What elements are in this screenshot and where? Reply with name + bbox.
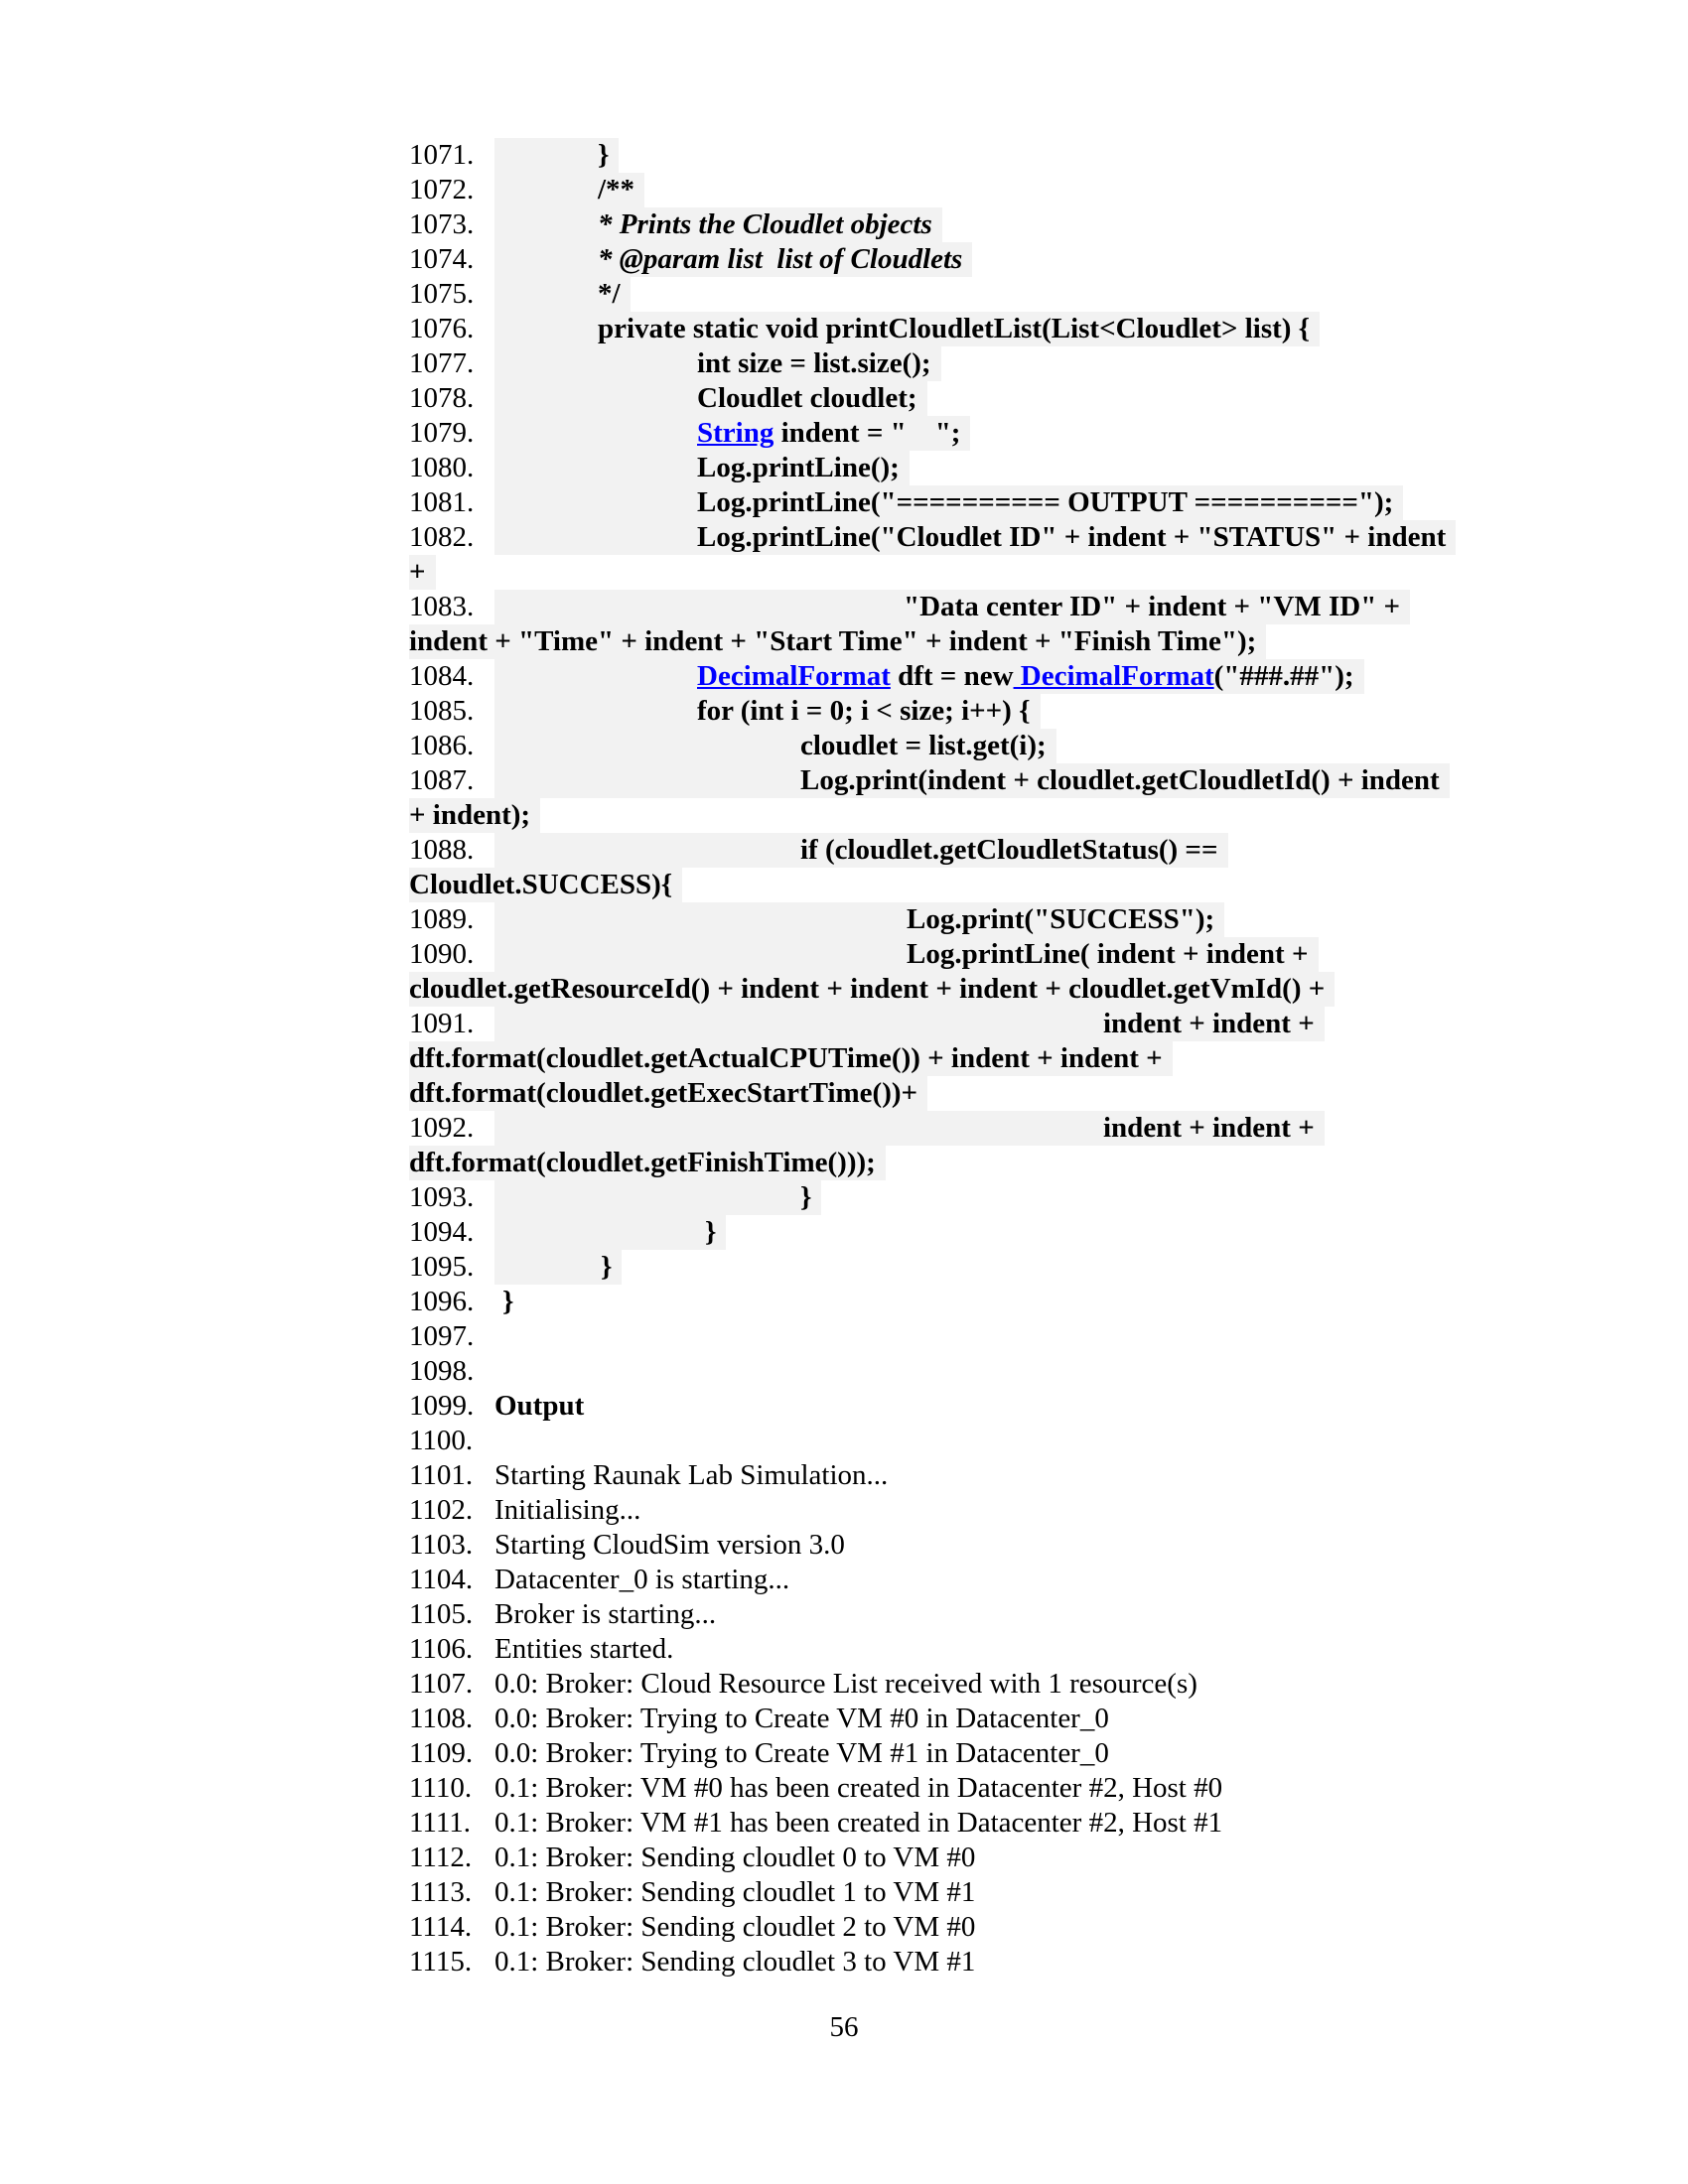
line-content — [494, 381, 927, 416]
output-line — [409, 1597, 1456, 1632]
output-line — [409, 1875, 1456, 1910]
plain-text: Initialising... — [494, 1494, 641, 1526]
line-number: 1090. — [409, 938, 475, 970]
line-content — [494, 207, 942, 242]
line-content — [494, 451, 910, 485]
line-number: 1094. — [409, 1216, 475, 1248]
line-content — [494, 485, 1403, 520]
code-text: Log.printLine( indent + indent + — [907, 938, 1309, 970]
line-content — [494, 416, 970, 451]
line-number: 1108. — [409, 1703, 474, 1734]
code-text: + indent); — [409, 799, 531, 831]
code-line — [409, 485, 1456, 520]
line-content — [494, 1597, 726, 1632]
output-line — [409, 1458, 1456, 1493]
output-line — [409, 1563, 1456, 1597]
line-content — [494, 520, 1456, 555]
code-line — [409, 242, 1456, 277]
output-line — [409, 1910, 1456, 1945]
code-text: } — [502, 1286, 514, 1317]
output-line — [409, 1945, 1456, 1979]
line-content — [494, 312, 1320, 346]
line-number: 1099. — [409, 1390, 475, 1422]
line-content — [494, 1875, 985, 1910]
code-text: indent + "Time" + indent + "Start Time" + indent + "Finish Time"); — [409, 625, 1257, 657]
code-line — [409, 1215, 1456, 1250]
line-content — [494, 173, 644, 207]
line-number: 1071. — [409, 139, 475, 171]
line-content — [494, 1910, 985, 1945]
line-number: 1075. — [409, 278, 475, 310]
line-number: 1102. — [409, 1494, 474, 1526]
line-content — [494, 1945, 985, 1979]
line-content — [494, 1389, 594, 1424]
line-content — [494, 1458, 898, 1493]
code-listing — [409, 138, 1456, 1979]
code-line — [409, 763, 1456, 798]
line-number: 1087. — [409, 764, 475, 796]
plain-text: 0.1: Broker: VM #1 has been created in Datacenter #2, Host #1 — [494, 1807, 1223, 1839]
code-text: cloudlet.getResourceId() + indent + indent + indent + cloudlet.getVmId() + — [409, 973, 1326, 1005]
line-number: 1084. — [409, 660, 475, 692]
heading-text: Output — [494, 1390, 585, 1422]
line-number: 1107. — [409, 1668, 474, 1700]
line-number: 1089. — [409, 903, 475, 935]
code-text: indent + indent + — [1103, 1112, 1315, 1144]
output-line — [409, 1702, 1456, 1736]
code-text: Cloudlet cloudlet; — [697, 382, 917, 414]
line-content — [494, 659, 1364, 694]
line-content — [494, 1215, 726, 1250]
line-content — [409, 1041, 1173, 1076]
line-content — [494, 1667, 1207, 1702]
plain-text: Starting Raunak Lab Simulation... — [494, 1459, 889, 1491]
output-line — [409, 1528, 1456, 1563]
code-line — [409, 1007, 1456, 1041]
line-number: 1080. — [409, 452, 475, 483]
plain-text: 0.0: Broker: Trying to Create VM #0 in Datacenter_0 — [494, 1703, 1109, 1734]
code-text: Cloudlet.SUCCESS){ — [409, 869, 673, 900]
line-content — [409, 555, 436, 590]
code-text: if (cloudlet.getCloudletStatus() == — [800, 834, 1218, 866]
line-number: 1106. — [409, 1633, 474, 1665]
line-content — [494, 242, 972, 277]
plain-text: 0.1: Broker: Sending cloudlet 3 to VM #1 — [494, 1946, 976, 1978]
code-wrap-line — [409, 972, 1456, 1007]
output-line — [409, 1806, 1456, 1841]
line-number: 1096. — [409, 1286, 475, 1317]
code-line — [409, 451, 1456, 485]
line-content — [494, 1563, 799, 1597]
line-content — [494, 346, 941, 381]
code-text: ("###.##"); — [1213, 660, 1354, 692]
code-line — [409, 659, 1456, 694]
code-line — [409, 1111, 1456, 1146]
code-line — [409, 520, 1456, 555]
line-number: 1086. — [409, 730, 475, 761]
line-content — [494, 590, 1410, 624]
line-content — [494, 1285, 523, 1319]
code-text: int size = list.size(); — [697, 347, 931, 379]
line-number: 1093. — [409, 1181, 475, 1213]
line-content — [494, 1493, 650, 1528]
output-line — [409, 1736, 1456, 1771]
line-content — [409, 1146, 886, 1180]
code-wrap-line — [409, 1041, 1456, 1076]
heading-line — [409, 1389, 1456, 1424]
code-text: + — [409, 556, 426, 588]
line-number: 1104. — [409, 1564, 474, 1595]
line-content — [409, 1076, 927, 1111]
line-number: 1111. — [409, 1807, 472, 1839]
comment-text: * Prints the Cloudlet objects — [598, 208, 932, 240]
line-number: 1110. — [409, 1772, 473, 1804]
code-line — [409, 729, 1456, 763]
code-text: Log.print(indent + cloudlet.getCloudletId() + indent — [800, 764, 1440, 796]
line-content — [494, 1841, 985, 1875]
line-content — [494, 833, 1228, 868]
output-line — [409, 1841, 1456, 1875]
code-text: indent = " "; — [774, 417, 961, 449]
line-number: 1092. — [409, 1112, 475, 1144]
empty-line — [409, 1424, 1456, 1458]
page-number: 56 — [829, 2011, 859, 2043]
empty-line — [409, 1354, 1456, 1389]
line-content — [494, 277, 631, 312]
line-number: 1103. — [409, 1529, 474, 1561]
line-number: 1100. — [409, 1425, 474, 1456]
plain-text: Starting CloudSim version 3.0 — [494, 1529, 845, 1561]
line-content — [494, 694, 1041, 729]
line-number: 1098. — [409, 1355, 475, 1387]
line-number: 1078. — [409, 382, 475, 414]
code-text: private static void printCloudletList(List<Cloudlet> list) { — [598, 313, 1311, 344]
hyperlink-DecimalFormat[interactable]: DecimalFormat — [1013, 660, 1214, 692]
line-content — [494, 763, 1450, 798]
line-content — [494, 729, 1056, 763]
line-number: 1097. — [409, 1320, 475, 1352]
code-text: for (int i = 0; i < size; i++) { — [697, 695, 1031, 727]
line-number: 1072. — [409, 174, 475, 205]
code-text: } — [800, 1181, 812, 1213]
output-line — [409, 1493, 1456, 1528]
code-text: indent + indent + — [1103, 1008, 1315, 1039]
line-number: 1113. — [409, 1876, 473, 1908]
code-line — [409, 1180, 1456, 1215]
code-line — [409, 1285, 1456, 1319]
code-line — [409, 346, 1456, 381]
line-content — [494, 1771, 1232, 1806]
code-text: Log.printLine(); — [697, 452, 900, 483]
hyperlink-DecimalFormat[interactable]: DecimalFormat — [697, 660, 891, 692]
line-number: 1083. — [409, 591, 475, 622]
line-number: 1073. — [409, 208, 475, 240]
line-number: 1085. — [409, 695, 475, 727]
code-text: */ — [598, 278, 621, 310]
line-number: 1101. — [409, 1459, 474, 1491]
code-line — [409, 833, 1456, 868]
line-content — [494, 138, 619, 173]
line-number: 1109. — [409, 1737, 474, 1769]
code-text: dft.format(cloudlet.getActualCPUTime()) + indent + indent + — [409, 1042, 1163, 1074]
line-content — [409, 868, 682, 902]
line-content — [494, 1528, 855, 1563]
line-number: 1112. — [409, 1842, 473, 1873]
plain-text: 0.1: Broker: Sending cloudlet 0 to VM #0 — [494, 1842, 976, 1873]
line-content — [494, 1736, 1119, 1771]
code-wrap-line — [409, 555, 1456, 590]
line-content — [494, 1806, 1232, 1841]
code-wrap-line — [409, 1076, 1456, 1111]
code-text: } — [598, 139, 610, 171]
code-wrap-line — [409, 798, 1456, 833]
line-number: 1095. — [409, 1251, 475, 1283]
line-number: 1115. — [409, 1946, 473, 1978]
output-line — [409, 1632, 1456, 1667]
line-content — [494, 1180, 821, 1215]
code-wrap-line — [409, 624, 1456, 659]
code-text: cloudlet = list.get(i); — [800, 730, 1047, 761]
line-number: 1076. — [409, 313, 475, 344]
line-content — [494, 1111, 1325, 1146]
code-text: } — [705, 1216, 717, 1248]
code-line — [409, 277, 1456, 312]
line-number: 1091. — [409, 1008, 475, 1039]
code-text: dft.format(cloudlet.getFinishTime())); — [409, 1147, 876, 1178]
code-text: /** — [598, 174, 635, 205]
code-text: Log.printLine("Cloudlet ID" + indent + "STATUS" + indent — [697, 521, 1447, 553]
line-number: 1074. — [409, 243, 475, 275]
line-content — [409, 798, 540, 833]
code-line — [409, 902, 1456, 937]
line-content — [494, 937, 1319, 972]
plain-text: Datacenter_0 is starting... — [494, 1564, 790, 1595]
line-content — [494, 1702, 1119, 1736]
plain-text: Broker is starting... — [494, 1598, 717, 1630]
code-line — [409, 590, 1456, 624]
plain-text: 0.1: Broker: Sending cloudlet 1 to VM #1 — [494, 1876, 976, 1908]
code-line — [409, 694, 1456, 729]
code-line — [409, 1250, 1456, 1285]
plain-text: 0.1: Broker: VM #0 has been created in Datacenter #2, Host #0 — [494, 1772, 1223, 1804]
line-number: 1114. — [409, 1911, 473, 1943]
comment-text: * @param list list of Cloudlets — [598, 243, 963, 275]
code-text: } — [601, 1251, 613, 1283]
code-line — [409, 173, 1456, 207]
line-number: 1077. — [409, 347, 475, 379]
line-content — [494, 1250, 622, 1285]
plain-text: Entities started. — [494, 1633, 674, 1665]
code-line — [409, 312, 1456, 346]
plain-text: 0.0: Broker: Cloud Resource List received with 1 resource(s) — [494, 1668, 1197, 1700]
line-number: 1082. — [409, 521, 475, 553]
code-line — [409, 416, 1456, 451]
line-number: 1088. — [409, 834, 475, 866]
line-content — [409, 972, 1335, 1007]
code-line — [409, 207, 1456, 242]
line-number: 1105. — [409, 1598, 474, 1630]
code-wrap-line — [409, 1146, 1456, 1180]
output-line — [409, 1771, 1456, 1806]
line-content — [494, 1632, 683, 1667]
code-text: dft.format(cloudlet.getExecStartTime())+ — [409, 1077, 918, 1109]
plain-text: 0.1: Broker: Sending cloudlet 2 to VM #0 — [494, 1911, 976, 1943]
code-line — [409, 381, 1456, 416]
line-number: 1081. — [409, 486, 475, 518]
empty-line — [409, 1319, 1456, 1354]
output-line — [409, 1667, 1456, 1702]
code-line — [409, 138, 1456, 173]
line-content — [409, 624, 1266, 659]
code-text: Log.print("SUCCESS"); — [907, 903, 1215, 935]
code-text: "Data center ID" + indent + "VM ID" + — [904, 591, 1401, 622]
code-text: Log.printLine("========== OUTPUT =========="); — [697, 486, 1394, 518]
code-wrap-line — [409, 868, 1456, 902]
hyperlink-String[interactable]: String — [697, 417, 774, 449]
code-text: dft = new — [890, 660, 1014, 692]
line-content — [494, 1007, 1325, 1041]
code-line — [409, 937, 1456, 972]
line-number: 1079. — [409, 417, 475, 449]
plain-text: 0.0: Broker: Trying to Create VM #1 in Datacenter_0 — [494, 1737, 1109, 1769]
line-content — [494, 902, 1224, 937]
